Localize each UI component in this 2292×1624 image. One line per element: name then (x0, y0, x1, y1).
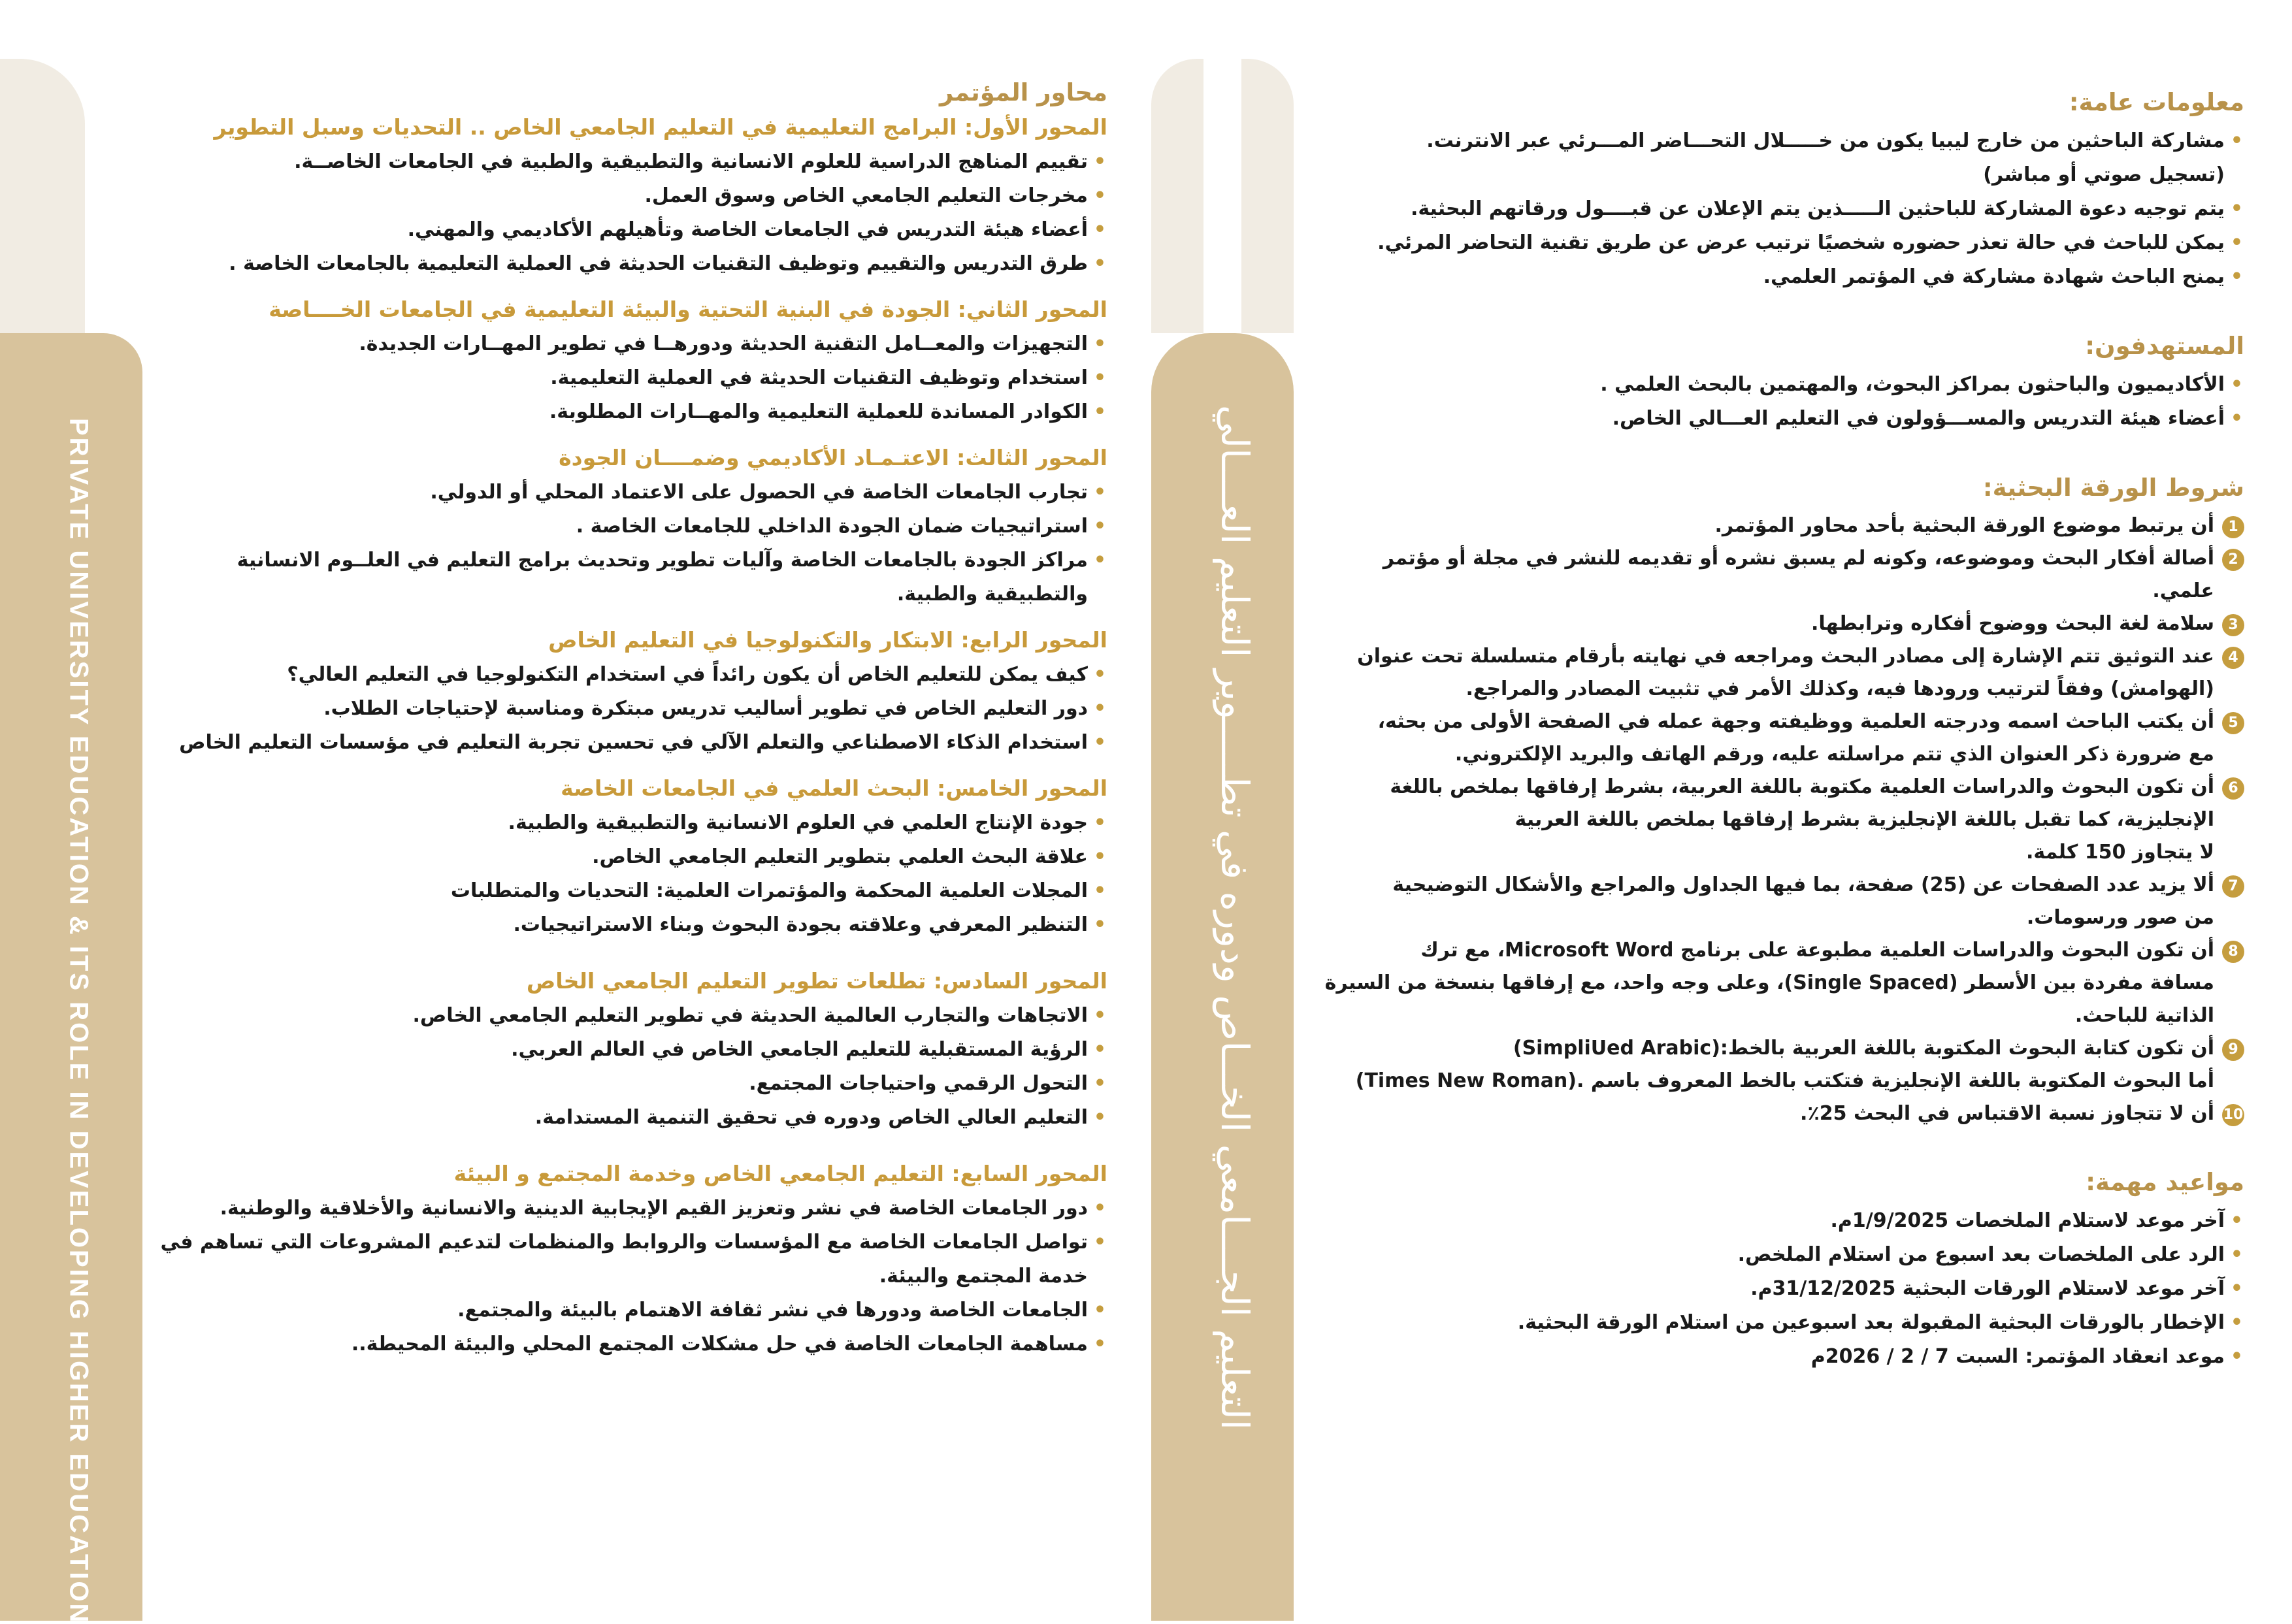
list-item: • الإخطار بالورقات البحثية المقبولة بعد اسبوعين من استلام الورقة البحثية. (1300, 1306, 2244, 1340)
list-item: • التجهيزات والمعــامل التقنية الحديثة ودورهــا في تطوير المهــارات الجديدة. (150, 327, 1107, 361)
number-badge: 4 (2222, 647, 2244, 669)
list-item: • تجارب الجامعات الخاصة في الحصول على الاعتماد المحلي أو الدولي. (150, 476, 1107, 510)
number-badge: 6 (2222, 777, 2244, 800)
list-item-continuation: (تسجيل صوتي أو مباشر) (1983, 163, 2225, 186)
condition-item: 9 أن تكون كتابة البحوث المكتوبة باللغة العربية بالخط:(SimpliUed Arabic) أما البحوث المكتوبة باللغة الإنجليزية فتكتب بالخط المعروف باسم .(Times New Roman) (1300, 1032, 2244, 1097)
list-item: • مراكز الجودة بالجامعات الخاصة وآليات تطوير وتحديث برامج التعليم في العلــوم الانسانية (150, 544, 1107, 577)
dates-list (1300, 1204, 2244, 1374)
list-item: • الأكاديميون والباحثون بمراكز البحوث، والمهتمين بالبحث العلمي . (1300, 368, 2244, 402)
info-column (1300, 88, 2244, 1374)
list-item: • مخرجات التعليم الجامعي الخاص وسوق العمل. (150, 179, 1107, 213)
list-item: • موعد انعقاد المؤتمر: السبت 7 / 2 / 2026م (1300, 1340, 2244, 1374)
conditions-list (1300, 510, 2244, 1130)
list-item: • التنظير المعرفي وعلاقته بجودة البحوث وبناء الاستراتيجيات. (150, 908, 1107, 942)
number-badge: 5 (2222, 712, 2244, 734)
list-item-continuation: خدمة المجتمع والبيئة. (879, 1265, 1088, 1288)
list-item: • الرد على الملخصات بعد اسبوع من استلام الملخص. (1300, 1238, 2244, 1272)
axis-1-list (150, 145, 1107, 281)
condition-item: 4 عند التوثيق تتم الإشارة إلى مصادر البحث ومراجعه في نهايته بأرقام متسلسلة تحت عنوان (الهوامش) وفقاً لترتيب ورودها فيه، وكذلك الأمر في تثبيت المصادر والمراجع. (1300, 640, 2244, 706)
condition-item: 8 أن تكون البحوث والدراسات العلمية مطبوعة على برنامج Microsoft Word، مع ترك مسافة مفردة بين الأسطر (Single Spaced)، وعلى وجه واحد، مع إرفاقها بنسخة من السيرة الذاتية للباحث. (1300, 934, 2244, 1032)
axis-5-title: المحور الخامس: البحث العلمي في الجامعات الخاصة (561, 775, 1107, 801)
list-item: • أعضاء هيئة التدريس في الجامعات الخاصة وتأهيلهم الأكاديمي والمهني. (150, 213, 1107, 247)
number-badge: 8 (2222, 941, 2244, 963)
list-item: • استراتيجيات ضمان الجودة الداخلي للجامعات الخاصة . (150, 510, 1107, 544)
number-badge: 1 (2222, 516, 2244, 538)
condition-item: 3 سلامة لغة البحث ووضوح أفكاره وترابطها. (1300, 608, 2244, 640)
decorative-ghost-shape-middle-right (1241, 59, 1294, 333)
condition-item: 10 أن لا تتجاوز نسبة الاقتباس في البحث 25٪. (1800, 1102, 2244, 1125)
list-item: • استخدام وتوظيف التقنيات الحديثة في العملية التعليمية. (150, 361, 1107, 395)
axis-6-title: المحور السادس: تطلعات تطوير التعليم الجامعي الخاص (526, 968, 1107, 994)
condition-item: 2 أصالة أفكار البحث وموضوعه، وكونه لم يسبق نشره أو تقديمه للنشر في مجلة أو مؤتمر علمي. (1300, 542, 2244, 608)
axis-4-title: المحور الرابع: الابتكار والتكنولوجيا في التعليم الخاص (548, 627, 1107, 653)
list-item: • يتم توجيه دعوة المشاركة للباحثين الـــــذين يتم الإعلان عن قبــــول ورقاتهم البحثية. (1300, 192, 2244, 226)
list-item: • طرق التدريس والتقييم وتوظيف التقنيات الحديثة في العملية التعليمية بالجامعات الخاصة . (150, 247, 1107, 281)
list-item: • تقييم المناهج الدراسية للعلوم الانسانية والتطبيقية والطبية في الجامعات الخاصــة. (150, 145, 1107, 179)
audience-title: المستهدفون: (2085, 332, 2244, 360)
general-info-list (1300, 124, 2244, 294)
conditions-title: شروط الورقة البحثية: (1982, 474, 2244, 502)
number-badge: 3 (2222, 614, 2244, 636)
dates-title: مواعيد مهمة: (2086, 1168, 2244, 1196)
axis-5-list (150, 806, 1107, 942)
list-item: • الجامعات الخاصة ودورها في نشر ثقافة الاهتمام بالبيئة والمجتمع. (150, 1293, 1107, 1327)
number-badge: 2 (2222, 549, 2244, 571)
number-badge: 7 (2222, 875, 2244, 898)
list-item: • يمكن للباحث في حالة تعذر حضوره شخصيًا ترتيب عرض عن طريق تقنية التحاضر المرئي. (1300, 226, 2244, 260)
list-item: • دور الجامعات الخاصة في نشر وتعزيز القيم الإيجابية الدينية والانسانية والأخلاقية والوطنية. (150, 1192, 1107, 1226)
condition-item: 5 أن يكتب الباحث اسمه ودرجته العلمية ووظيفته وجهة عمله في الصفحة الأولى من بحثه، مع ضرورة ذكر العنوان الذي تتم مراسلته عليه، ورقم الهاتف والبريد الإلكتروني. (1300, 706, 2244, 771)
decorative-ghost-shape-left (0, 59, 85, 333)
list-item: • استخدام الذكاء الاصطناعي والتعلم الآلي في تحسين تجربة التعليم في مؤسسات التعليم الخاص (150, 726, 1107, 760)
axis-6-list (150, 999, 1107, 1135)
number-badge: 10 (2222, 1104, 2244, 1126)
list-item: • أعضاء هيئة التدريس والمســـؤولون في التعليم العـــالي الخاص. (1300, 402, 2244, 436)
condition-item: 7 ألا يزيد عدد الصفحات عن (25) صفحة، بما فيها الجداول والمراجع والأشكال التوضيحية من صور ورسومات. (1300, 869, 2244, 934)
list-item: • جودة الإنتاج العلمي في العلوم الانسانية والتطبيقية والطبية. (150, 806, 1107, 840)
axis-2-list (150, 327, 1107, 429)
condition-item: 1 أن يرتبط موضوع الورقة البحثية بأحد محاور المؤتمر. (1300, 510, 2244, 542)
axes-column (150, 78, 1107, 1361)
list-item: • كيف يمكن للتعليم الخاص أن يكون رائداً في استخدام التكنولوجيا في التعليم العالي؟ (150, 658, 1107, 692)
axis-7-list (150, 1192, 1107, 1361)
axes-section-title: محاور المؤتمر (940, 78, 1107, 106)
list-item-continuation: والتطبيقية والطبية. (896, 583, 1088, 606)
axis-7-title: المحور السابع: التعليم الجامعي الخاص وخدمة المجتمع و البيئة (453, 1161, 1107, 1186)
vertical-arabic-title: التعليم الجــــامعي الخـــاص ودوره في تطـــــوير التعليم العــــالي (1213, 405, 1257, 1430)
list-item: • تواصل الجامعات الخاصة مع المؤسسات والروابط والمنظمات لتدعيم المشروعات التي تساهم في (150, 1226, 1107, 1259)
list-item: • المجلات العلمية المحكمة والمؤتمرات العلمية: التحديات والمتطلبات (150, 874, 1107, 908)
list-item: • آخر موعد لاستلام الورقات البحثية 31/12/2025م. (1300, 1272, 2244, 1306)
vertical-english-title: PRIVATE UNIVERSITY EDUCATION & ITS ROLE IN DEVELOPING HIGHER EDUCATION (64, 418, 93, 1624)
axis-3-title: المحور الثالث: الاعتـمـاد الأكاديمي وضمــــان الجودة (559, 445, 1107, 470)
list-item: • مشاركة الباحثين من خارج ليبيا يكون من خـــــلال التحـــاضر المـــرئي عبر الانترنت. (1300, 124, 2244, 158)
list-item: • دور التعليم الخاص في تطوير أساليب تدريس مبتكرة ومناسبة لإحتياجات الطلاب. (150, 692, 1107, 726)
list-item: • الرؤية المستقبلية للتعليم الجامعي الخاص في العالم العربي. (150, 1033, 1107, 1067)
axis-3-list (150, 476, 1107, 611)
list-item: • الاتجاهات والتجارب العالمية الحديثة في تطوير التعليم الجامعي الخاص. (150, 999, 1107, 1033)
axis-4-list (150, 658, 1107, 760)
list-item: • الكوادر المساندة للعملية التعليمية والمهــارات المطلوبة. (150, 395, 1107, 429)
axis-1-title: المحور الأول: البرامج التعليمية في التعليم الجامعي الخاص .. التحديات وسبل التطوير (214, 114, 1107, 140)
list-item: • علاقة البحث العلمي بتطوير التعليم الجامعي الخاص. (150, 840, 1107, 874)
list-item: • آخر موعد لاستلام الملخصات 1/9/2025م. (1300, 1204, 2244, 1238)
general-info-title: معلومات عامة: (2069, 88, 2244, 116)
decorative-ghost-shape-middle-left (1151, 59, 1203, 333)
list-item: • مساهمة الجامعات الخاصة في حل مشكلات المجتمع المحلي والبيئة المحيطة.. (150, 1327, 1107, 1361)
axis-2-title: المحور الثاني: الجودة في البنية التحتية والبيئة التعليمية في الجامعات الخــــاصة (269, 297, 1107, 322)
condition-item: 6 أن تكون البحوث والدراسات العلمية مكتوبة باللغة العربية، بشرط إرفاقها بملخص باللغة الإنجليزية، كما تقبل باللغة الإنجليزية بشرط إرفاقها بملخص باللغة العربية لا يتجاوز 150 كلمة. (1300, 771, 2244, 869)
list-item: • التحول الرقمي واحتياجات المجتمع. (150, 1067, 1107, 1101)
list-item: • التعليم العالي الخاص ودوره في تحقيق التنمية المستدامة. (150, 1101, 1107, 1135)
audience-list (1300, 368, 2244, 436)
number-badge: 9 (2222, 1039, 2244, 1061)
list-item: • يمنح الباحث شهادة مشاركة في المؤتمر العلمي. (1300, 260, 2244, 294)
